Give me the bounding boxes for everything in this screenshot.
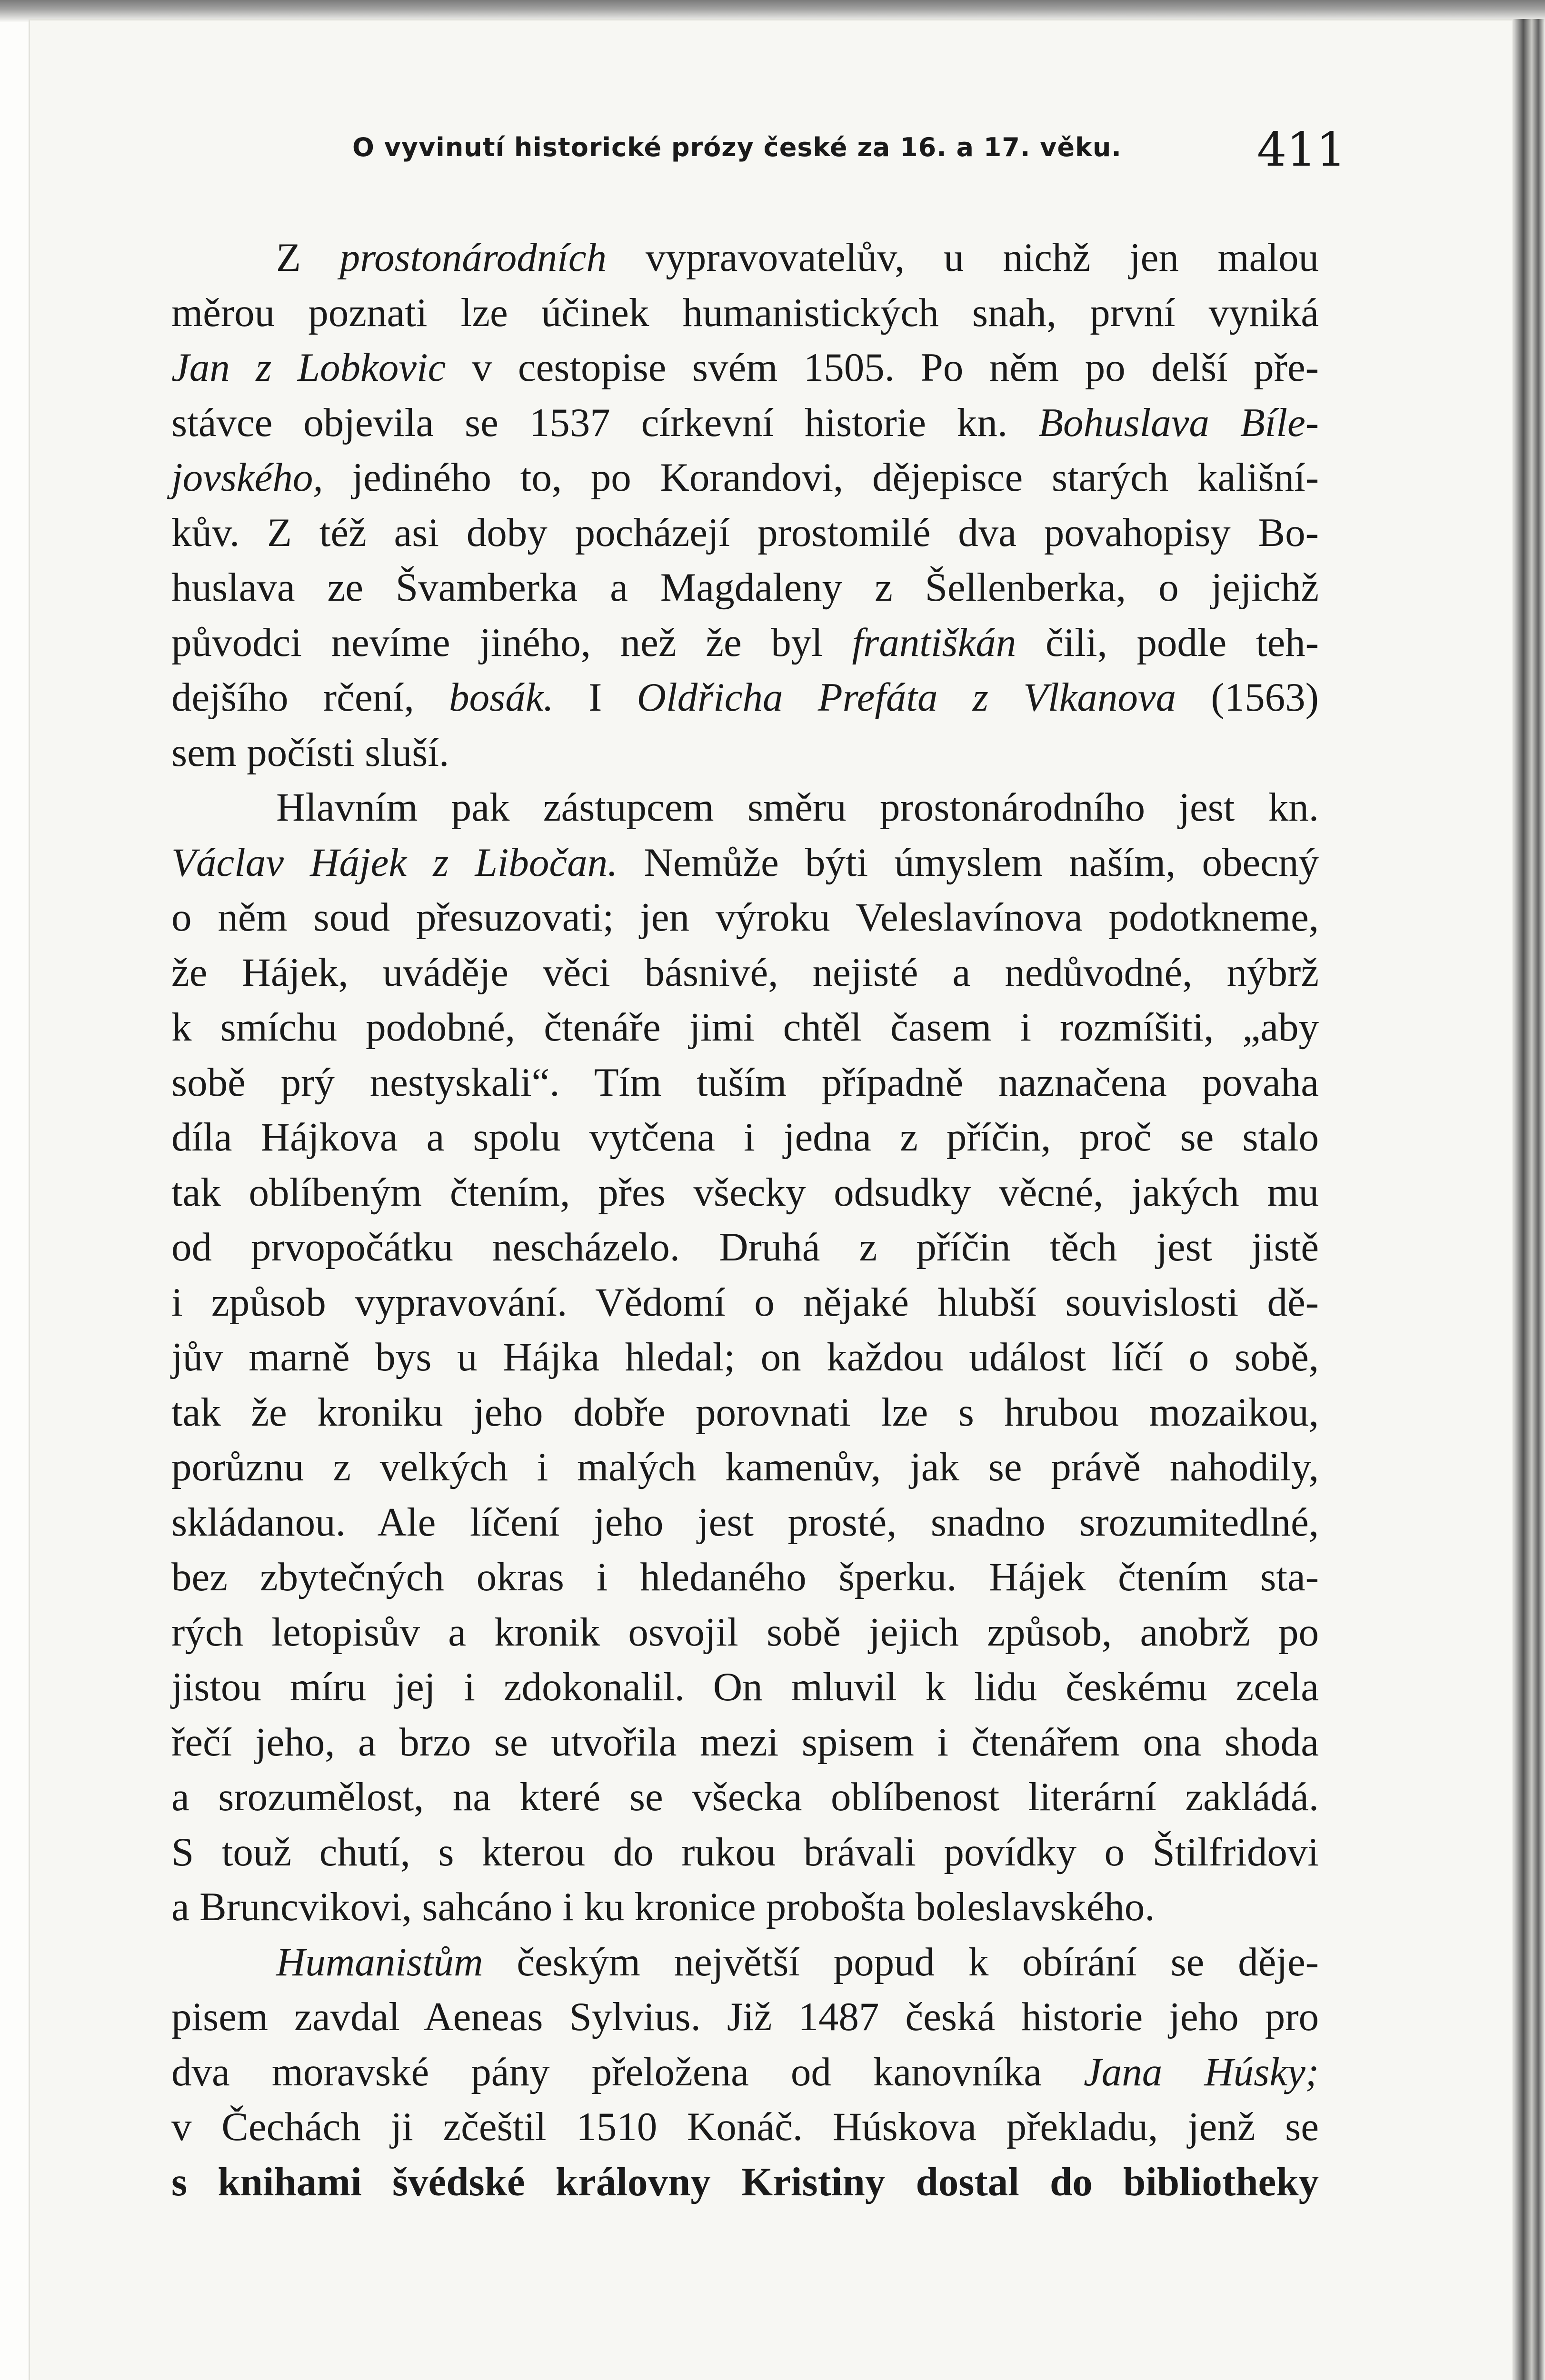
text-segment: řečí jeho, a brzo se utvořila mezi spisem i čtenářem ona shoda (171, 1719, 1319, 1765)
text-segment: původci nevíme jiného, než že byl (171, 620, 852, 665)
text-line (171, 1990, 1319, 2045)
text-line (171, 945, 1319, 1001)
text-line (171, 1330, 1319, 1385)
text-segment: díla Hájkova a spolu vytčena i jedna z příčin, proč se stalo (171, 1115, 1319, 1160)
text-line (171, 396, 1319, 451)
italic-segment: bosák. (449, 675, 554, 720)
text-line (171, 506, 1319, 561)
text-segment: S touž chutí, s kterou do rukou brávali povídky o Štilfridovi (171, 1829, 1319, 1874)
italic-segment: františkán (852, 620, 1017, 665)
text-segment: tak oblíbeným čtením, přes všecky odsudky věcné, jakých mu (171, 1170, 1319, 1215)
text-segment: porůznu z velkých i malých kamenův, jak se právě nahodily, (171, 1445, 1319, 1489)
text-line (171, 1770, 1319, 1825)
text-segment: pisem zavdal Aeneas Sylvius. Již 1487 česká historie jeho pro (171, 1994, 1319, 2039)
text-segment: dva moravské pány přeložena od kanovníka (171, 2049, 1084, 2094)
text-segment: jův marně bys u Hájka hledal; on každou událost líčí o sobě, (171, 1335, 1319, 1379)
italic-segment: Jan z Lobkovic (171, 345, 446, 390)
italic-segment: Humanistům (276, 1939, 483, 1984)
text-line (171, 2100, 1319, 2155)
text-line (171, 615, 1319, 671)
text-line (171, 1275, 1319, 1330)
text-line (171, 780, 1319, 835)
text-line (171, 1000, 1319, 1055)
text-segment: Z (276, 235, 340, 280)
text-segment: bez zbytečných okras i hledaného šperku. Hájek čtením sta- (171, 1555, 1319, 1599)
text-line (171, 1660, 1319, 1715)
text-segment: huslava ze Švamberka a Magdaleny z Šellenberka, o jejichž (171, 565, 1319, 610)
text-segment: Nemůže býti úmyslem naším, obecný (618, 840, 1319, 885)
text-line (171, 286, 1319, 341)
text-segment: (1563) (1176, 675, 1319, 720)
text-segment: českým největší popud k obírání se děje- (483, 1939, 1319, 1984)
text-segment: vypravovatelův, u nichž jen malou (607, 235, 1319, 280)
text-line (171, 1935, 1319, 1990)
text-segment: čili, podle teh- (1016, 620, 1319, 665)
text-segment: tak že kroniku jeho dobře porovnati lze s hrubou mozaikou, (171, 1389, 1319, 1435)
text-line (171, 670, 1319, 725)
text-line (171, 1715, 1319, 1770)
text-segment: kův. Z též asi doby pocházejí prostomilé dva povahopisy Bo- (171, 510, 1319, 555)
text-segment: od prvopočátku nescházelo. Druhá z příčin těch jest jistě (171, 1225, 1319, 1269)
text-line (171, 1495, 1319, 1550)
text-segment: rých letopisův a kronik osvojil sobě jejich způsob, anobrž po (171, 1609, 1319, 1655)
text-segment: sobě prý nestyskali“. Tím tuším případně naznačena povaha (171, 1060, 1319, 1105)
text-line (171, 450, 1319, 506)
text-line (171, 2045, 1319, 2100)
italic-segment: Václav Hájek z Libočan. (171, 840, 618, 885)
text-line (171, 1550, 1319, 1605)
text-segment: jediného to, po Korandovi, dějepisce starých kališní- (323, 455, 1319, 500)
text-segment: v cestopise svém 1505. Po něm po delší pře- (446, 345, 1319, 390)
text-segment: a Bruncvikovi, sahcáno i ku kronice probošta boleslavského. (171, 1884, 1155, 1929)
text-line (171, 1880, 1319, 1935)
text-line (171, 1825, 1319, 1880)
text-line (171, 1110, 1319, 1165)
text-line (171, 1385, 1319, 1440)
text-line (171, 725, 1319, 781)
text-segment: k smíchu podobné, čtenáře jimi chtěl časem i rozmíšiti, „aby (171, 1005, 1319, 1050)
text-segment: sem počísti sluší. (171, 730, 449, 775)
text-line (171, 1220, 1319, 1275)
text-line (171, 1165, 1319, 1220)
text-segment: jistou míru jej i zdokonalil. On mluvil k lidu českému zcela (171, 1665, 1319, 1709)
text-line (171, 340, 1319, 396)
text-segment: I (553, 675, 637, 720)
italic-segment: Oldřicha Prefáta z Vlkanova (637, 675, 1176, 720)
text-line (171, 230, 1319, 286)
text-segment: s knihami švédské královny Kristiny dostal do bibliotheky (171, 2159, 1319, 2204)
page-number: 411 (1257, 123, 1346, 177)
running-head: O vyvinutí historické prózy české za 16. a 17. věku. (352, 132, 1122, 162)
text-line (171, 1605, 1319, 1660)
body-text (171, 230, 1319, 2210)
text-segment: o něm soud přesuzovati; jen výroku Veleslavínova podotkneme, (171, 895, 1319, 940)
text-segment: dejšího rčení, (171, 675, 449, 720)
text-line (171, 1055, 1319, 1111)
italic-segment: jovského, (171, 455, 323, 500)
text-line (171, 835, 1319, 891)
italic-segment: prostonárodních (339, 235, 607, 280)
italic-segment: Bohuslava Bíle- (1038, 400, 1319, 445)
text-segment: v Čechách ji zčeštil 1510 Konáč. Húskova překladu, jenž se (171, 2104, 1319, 2149)
text-segment: a srozumělost, na které se všecka oblíbenost literární zakládá. (171, 1775, 1319, 1819)
text-line (171, 1440, 1319, 1495)
italic-segment: Jana Húsky; (1084, 2049, 1319, 2094)
text-segment: měrou poznati lze účinek humanistických snah, první vyniká (171, 290, 1319, 335)
text-line (171, 2155, 1319, 2210)
text-segment: Hlavním pak zástupcem směru prostonárodního jest kn. (276, 785, 1319, 830)
text-segment: skládanou. Ale líčení jeho jest prosté, snadno srozumitedlné, (171, 1499, 1319, 1545)
text-line (171, 560, 1319, 615)
text-segment: i způsob vypravování. Vědomí o nějaké hlubší souvislosti dě- (171, 1279, 1319, 1325)
scan-binding-edge (1512, 19, 1545, 2380)
text-segment: stávce objevila se 1537 církevní historie kn. (171, 400, 1039, 445)
text-line (171, 890, 1319, 945)
text-segment: že Hájek, uváděje věci básnivé, nejisté a nedůvodné, nýbrž (171, 950, 1319, 995)
